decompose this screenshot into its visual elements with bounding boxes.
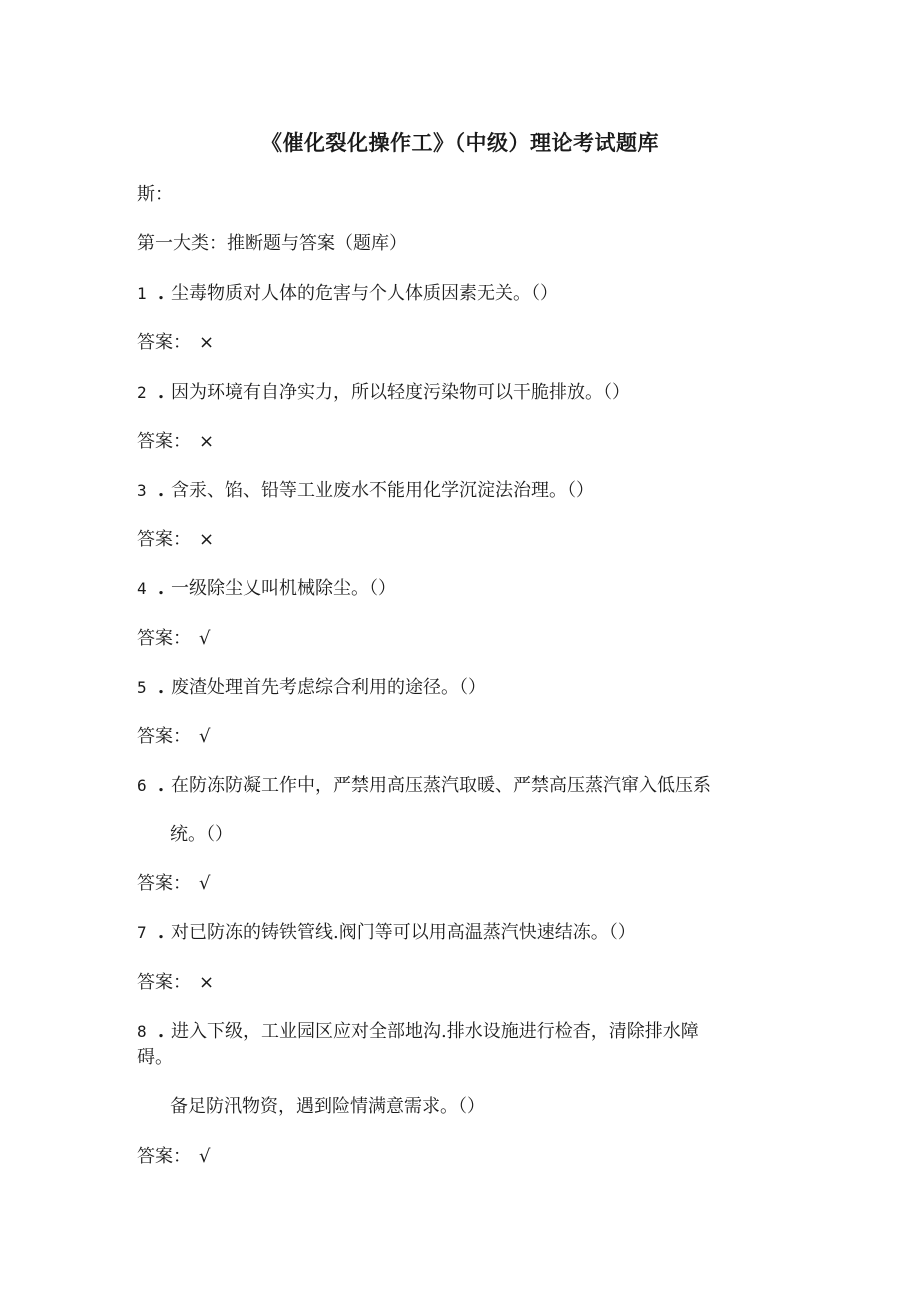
answer-6 (137, 872, 210, 896)
question-number: 3 (137, 481, 147, 500)
answer-mark: √ (199, 873, 211, 894)
question-number: 7 (137, 923, 147, 942)
question-1 (137, 282, 558, 306)
answer-label: 答案： (137, 1146, 191, 1167)
answer-1 (137, 331, 214, 355)
question-number: 1 (137, 284, 147, 303)
question-text: 因为环境有自净实力，所以轻度污染物可以干脆排放。（） (171, 382, 630, 403)
answer-3 (137, 528, 214, 552)
answer-4 (137, 627, 210, 651)
question-3 (137, 479, 594, 503)
question-dot: . (157, 382, 165, 403)
answer-label: 答案： (137, 332, 191, 353)
answer-label: 答案： (137, 726, 191, 747)
question-dot: . (157, 1021, 165, 1042)
question-4 (137, 577, 396, 601)
question-dot: . (157, 922, 165, 943)
answer-mark: × (199, 431, 215, 452)
question-8 (137, 1020, 699, 1044)
question-dot: . (157, 775, 165, 796)
question-number: 6 (137, 776, 147, 795)
question-text: 在防冻防凝工作中，严禁用高压蒸汽取暖、严禁高压蒸汽窜入低压系 (171, 775, 711, 796)
question-dot: . (157, 677, 165, 698)
header-line: 斯： (137, 184, 173, 205)
question-text: 含汞、馅、铅等工业废水不能用化学沉淀法治理。（） (171, 480, 594, 501)
question-7 (137, 921, 636, 945)
question-6 (137, 774, 711, 798)
question-number: 5 (137, 678, 147, 697)
question-6-continuation: 统。（） (170, 824, 233, 845)
question-dot: . (157, 283, 165, 304)
answer-2 (137, 430, 214, 454)
question-number: 4 (137, 579, 147, 598)
answer-label: 答案： (137, 431, 191, 452)
answer-mark: × (199, 529, 215, 550)
answer-mark: √ (199, 726, 211, 747)
question-8-continuation: 备足防汛物资，遇到险情满意需求。（） (170, 1096, 485, 1117)
answer-7 (137, 971, 214, 995)
answer-mark: √ (199, 628, 211, 649)
question-number: 2 (137, 383, 147, 402)
answer-8 (137, 1145, 210, 1169)
section-heading: 第一大类：推断题与答案（题库） (137, 233, 407, 254)
question-text: 进入下级，工业园区应对全部地沟.排水设施进行检杳，清除排水障 (171, 1021, 699, 1042)
question-2 (137, 381, 630, 405)
document-title: 《催化裂化操作工》（中级）理论考试题库 (261, 131, 659, 155)
answer-label: 答案： (137, 972, 191, 993)
answer-5 (137, 725, 210, 749)
question-dot: . (157, 480, 165, 501)
question-number: 8 (137, 1022, 147, 1041)
question-8-wrap: 碍。 (137, 1047, 173, 1068)
answer-mark: × (199, 972, 215, 993)
question-dot: . (157, 578, 165, 599)
question-5 (137, 676, 486, 700)
answer-label: 答案： (137, 529, 191, 550)
answer-label: 答案： (137, 873, 191, 894)
question-text: 对已防冻的铸铁管线.阀门等可以用高温蒸汽快速结冻。（） (171, 922, 636, 943)
answer-mark: × (199, 332, 215, 353)
question-text: 一级除尘乂叫机械除尘。（） (171, 578, 396, 599)
question-text: 尘毒物质对人体的危害与个人体质因素无关。（） (171, 283, 558, 304)
question-text: 废渣处理首先考虑综合利用的途径。（） (171, 677, 486, 698)
answer-mark: √ (199, 1146, 211, 1167)
answer-label: 答案： (137, 628, 191, 649)
